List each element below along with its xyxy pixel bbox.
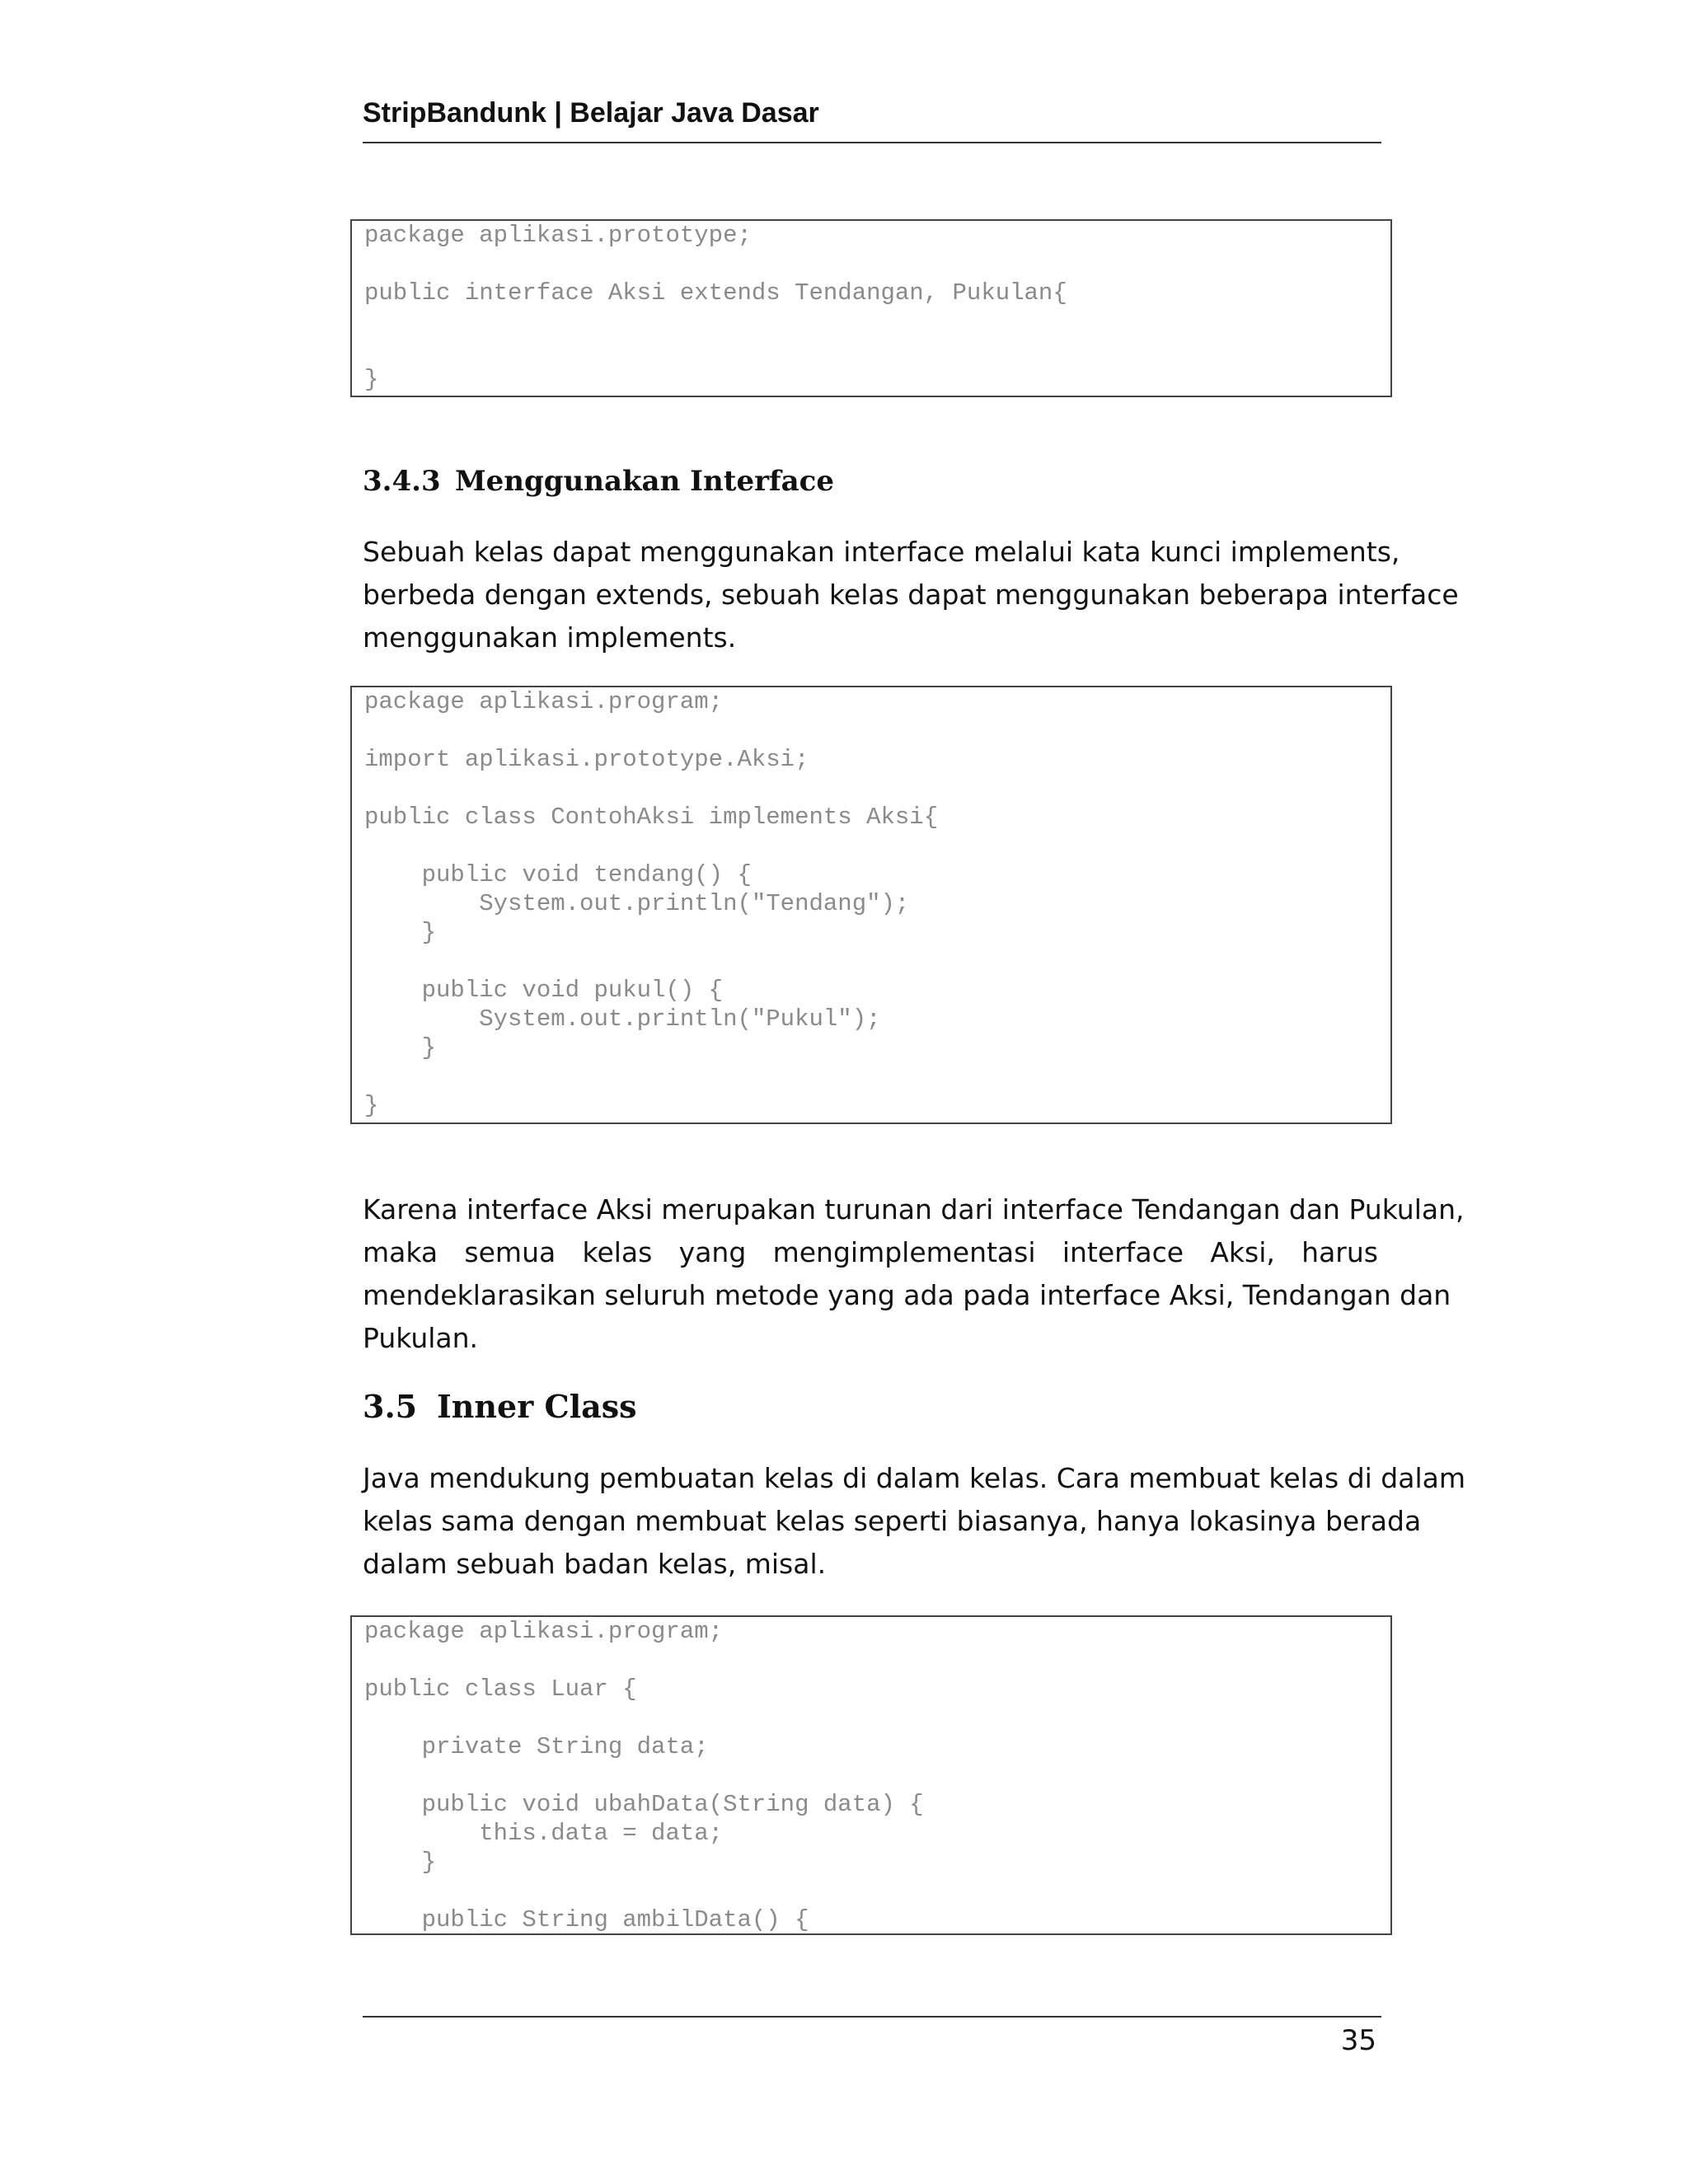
code-line: package aplikasi.prototype; [364,222,752,249]
code-line [364,307,1390,336]
code-line: public class Luar { [364,1675,637,1703]
paragraph-line: Karena interface Aksi merupakan turunan dari interface Tendangan dan Pukulan, [363,1193,1465,1226]
code-line: private String data; [364,1733,709,1760]
section-number: 3.5 [363,1388,418,1425]
code-line: System.out.println("Tendang"); [364,890,910,917]
code-line: public String ambilData() { [364,1906,809,1933]
section-number: 3.4.3 [363,465,441,498]
code-line [364,1761,1390,1790]
code-line: } [364,1092,379,1119]
paragraph-line: mendeklarasikan seluruh metode yang ada pada interface Aksi, Tendangan dan [363,1279,1451,1311]
code-line: public void pukul() { [364,977,724,1004]
code-line [364,336,1390,365]
code-line: package aplikasi.program; [364,1618,724,1645]
code-line: public class ContohAksi implements Aksi{ [364,804,939,831]
code-line: public void tendang() { [364,861,752,888]
section-heading-3-4-3 [363,465,834,498]
code-line [364,716,1390,745]
page-number: 35 [1340,2024,1376,2057]
header-title: StripBandunk | Belajar Java Dasar [363,97,819,129]
code-line: public interface Aksi extends Tendangan, Pukulan{ [364,279,1067,307]
code-line [364,774,1390,803]
paragraph-implements [363,531,1459,659]
paragraph-aksi-inheritance [363,1188,1465,1360]
code-line: package aplikasi.program; [364,688,724,715]
section-title: Menggunakan Interface [455,465,835,498]
code-line: } [364,366,379,393]
section-title: Inner Class [437,1388,637,1425]
code-line [364,832,1390,860]
code-line [364,250,1390,279]
paragraph-line: maka semua kelas yang mengimplementasi interface Aksi, harus [363,1236,1378,1268]
paragraph-line: menggunakan implements. [363,621,737,654]
code-block-interface-aksi [350,219,1392,397]
code-line [364,1704,1390,1732]
code-listing [352,1617,1390,1934]
code-listing [352,687,1390,1120]
code-line [364,1877,1390,1905]
code-line [364,1646,1390,1675]
paragraph-line: dalam sebuah badan kelas, misal. [363,1548,827,1580]
code-block-luar [350,1615,1392,1935]
code-line [364,947,1390,976]
paragraph-line: kelas sama dengan membuat kelas seperti biasanya, hanya lokasinya berada [363,1505,1422,1537]
code-line: } [364,919,437,946]
code-line: } [364,1034,437,1062]
code-line: public void ubahData(String data) { [364,1791,924,1818]
code-line: this.data = data; [364,1820,724,1847]
footer-rule [363,2016,1381,2018]
paragraph-line: berbeda dengan extends, sebuah kelas dapat menggunakan beberapa interface [363,579,1459,611]
code-line [364,1062,1390,1091]
code-line: import aplikasi.prototype.Aksi; [364,746,809,773]
code-block-contoh-aksi [350,686,1392,1124]
paragraph-line: Sebuah kelas dapat menggunakan interface melalui kata kunci implements, [363,536,1400,568]
paragraph-line: Java mendukung pembuatan kelas di dalam kelas. Cara membuat kelas di dalam [363,1462,1466,1494]
page-header [363,92,1381,143]
paragraph-inner-class [363,1457,1466,1586]
code-line: } [364,1849,437,1876]
code-line: System.out.println("Pukul"); [364,1005,881,1033]
section-heading-3-5 [363,1388,637,1425]
code-listing [352,221,1390,394]
paragraph-line: Pukulan. [363,1322,479,1354]
